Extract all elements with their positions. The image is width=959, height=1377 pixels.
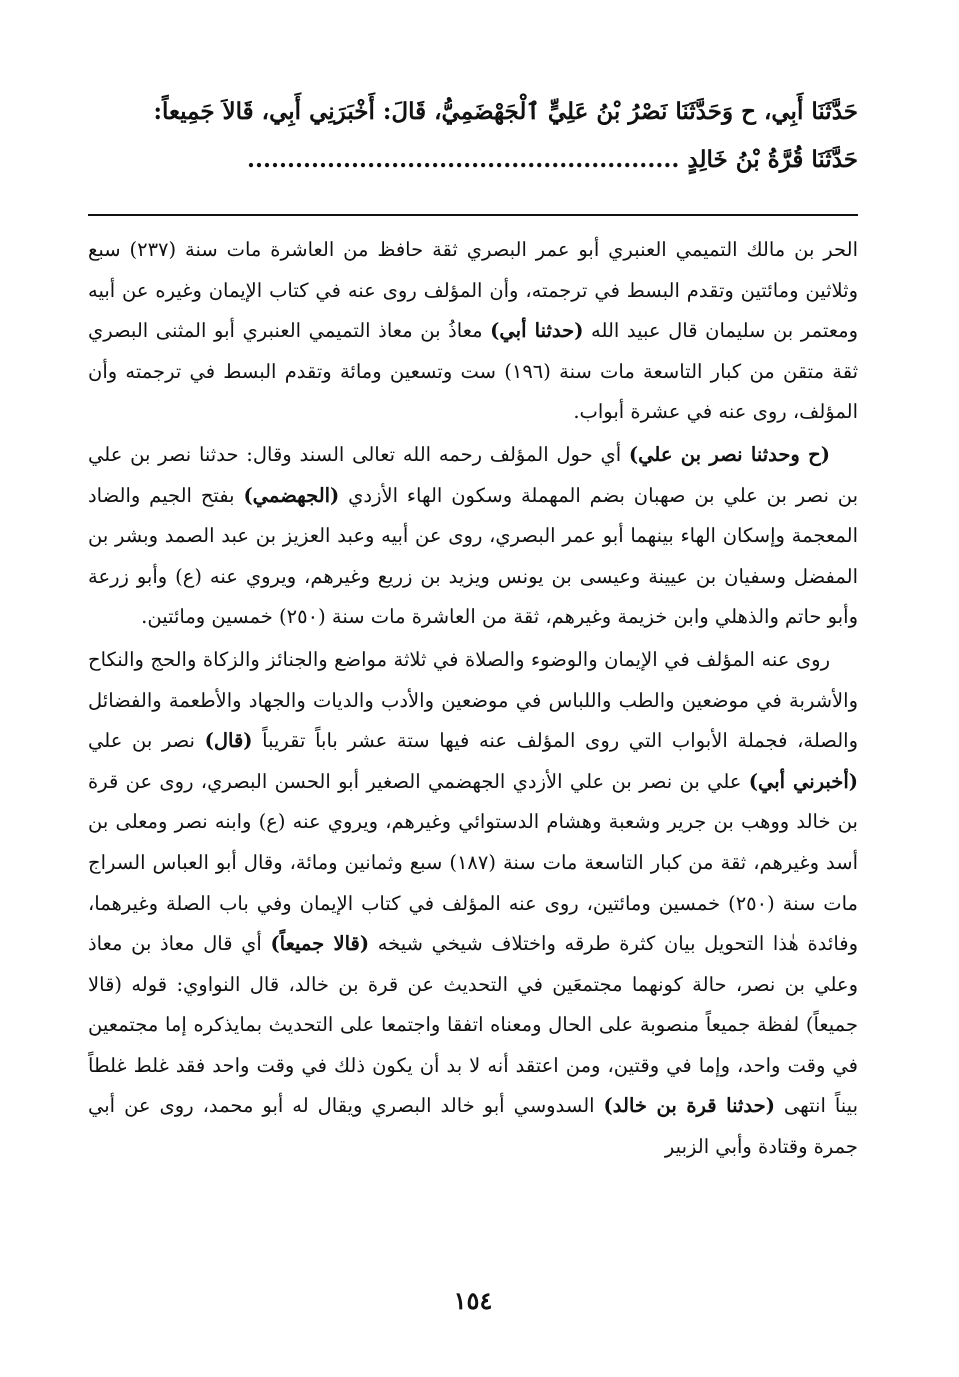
footnote-divider [88,214,858,216]
hadith-line-2 [88,136,858,184]
commentary-paragraph-1 [88,230,858,433]
hadith-dots: ...................................................... [246,146,680,173]
bold-quote: (قالا جميعاً) [270,932,370,956]
page-number: ١٥٤ [453,1286,493,1315]
commentary [88,230,858,1168]
text-run: معاذُ بن معاذ التميمي العنبري أبو المثنى البصري ثقة متقن من كبار التاسعة مات سنة (١٩٦) ست وتسعين ومائة وتقدم البسط في ترجمته وأن المؤلف، روى عنه في عشرة أبواب. [88,319,858,424]
text-run: الحر بن مالك التميمي العنبري أبو عمر البصري ثقة حافظ من العاشرة مات سنة (٢٣٧) سبع وثلاثين ومائتين وتقدم البسط في ترجمته، وأن المؤلف روى عنه في كتاب الإيمان وغيره عن أبيه ومعتمر بن سليمان قال عبيد الله [88,238,858,343]
bold-quote: (ح وحدثنا نصر بن علي) [628,442,830,466]
bold-quote: (حدثنا أبي) [490,319,584,343]
hadith-line-2-text: حَدَّثَنَا قُرَّةُ بْنُ خَالِدٍ [687,146,858,173]
text-run: روى عنه المؤلف في الإيمان والوضوء والصلاة في ثلاثة مواضع والجنائز والزكاة والحج والنكاح والأشربة في موضعين والطب واللباس في موضعين والأدب والديات والجهاد والأطعمة والفضائل والصلة، فجملة الأبواب التي روى المؤلف عنه فيها ستة عشر باباً تقريباً [88,647,858,753]
bold-quote: (أخبرني أبي) [748,769,858,793]
hadith-text [88,88,858,184]
text-run: نصر بن علي [88,729,205,753]
commentary-paragraph-3 [88,640,858,1168]
text-run: بفتح الجيم والضاد المعجمة وإسكان الهاء بينهما أبو عمر البصري، روى عن أبيه وعبد العزيز بن عبد الصمد وبشر بن المفضل وسفيان بن عيينة وعيسى بن يونس ويزيد بن زريع وغيرهم، ويروي عنه (ع) وأبو زرعة وأبو حاتم والذهلي وابن خزيمة وغيرهم، ثقة من العاشرة مات سنة (٢٥٠) خمسين ومائتين. [88,483,858,629]
text-run: أي قال معاذ بن معاذ وعلي بن نصر، حالة كونهما مجتمعَين في التحديث عن قرة بن خالد، قال النواوي: قوله (قالا جميعاً) لفظة جميعاً منصوبة على الحال ومعناه اتفقا واجتمعا على التحديث بمايذكره إما مجتمعين في وقت واحد، وإما في وقتين، ومن اعتقد أنه لا بد أن يكون ذلك في وقت واحد فقد غلط غلطاً بيناً انتهى [88,932,858,1118]
bold-quote: (حدثنا قرة بن خالد) [603,1094,775,1118]
text-run: علي بن نصر بن علي الأزدي الجهضمي الصغير أبو الحسن البصري، روى عن قرة بن خالد ووهب بن جرير وشعبة وهشام الدستوائي وغيرهم، ويروي عنه (ع) وابنه نصر ومعلى بن أسد وغيرهم، ثقة من كبار التاسعة مات سنة (١٨٧) سبع وثمانين ومائة، وقال أبو العباس السراج مات سنة (٢٥٠) خمسين ومائتين، روى عنه المؤلف في كتاب الإيمان وفي باب الصلة وغيرهما، وفائدة هٰذا التحويل بيان كثرة طرقه واختلاف شيخي شيخه [88,769,858,956]
commentary-paragraph-2 [88,435,858,638]
bold-quote: (قال) [204,729,253,753]
text-run: السدوسي أبو خالد البصري ويقال له أبو محمد، روى عن أبي جمرة وقتادة وأبي الزبير [88,1094,858,1159]
book-page [88,88,858,1348]
hadith-line-1: حَدَّثَنَا أَبِي، ح وَحَدَّثَنَا نَصْرُ بْنُ عَلِيٍّ ٱلْجَهْضَمِيُّ، قَالَ: أَخْبَرَنِي أَبِي، قَالاَ جَمِيعاً: [153,98,858,125]
text-run: أي حول المؤلف رحمه الله تعالى السند وقال: حدثنا نصر بن علي بن نصر بن علي بن صهبان بضم المهملة وسكون الهاء الأزدي [88,442,859,507]
bold-quote: (الجهضمي) [243,483,340,507]
